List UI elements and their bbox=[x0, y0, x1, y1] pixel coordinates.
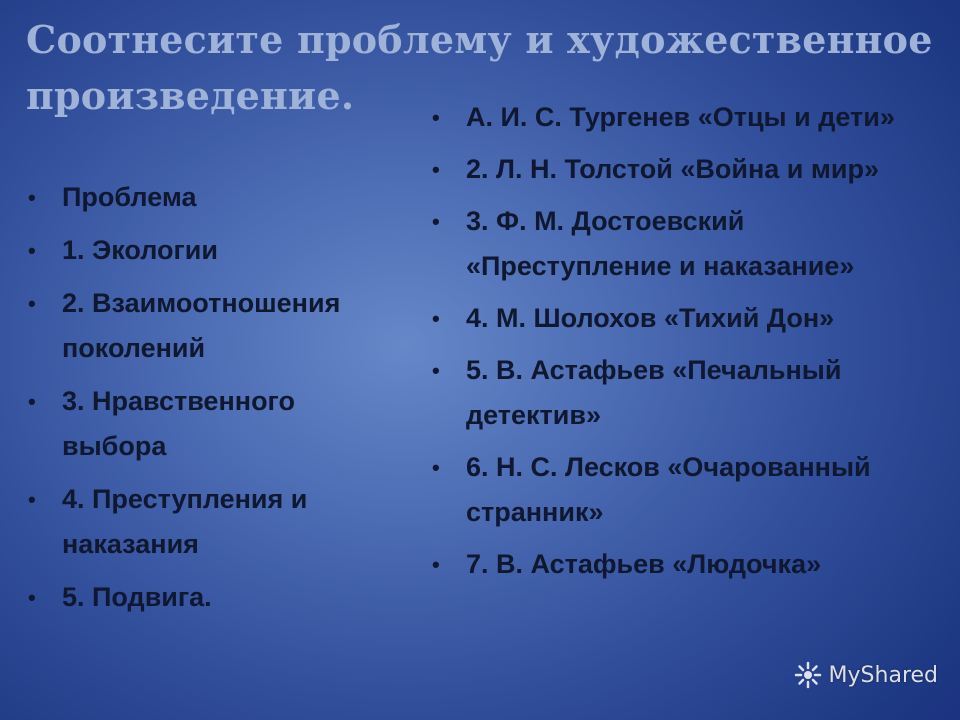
bullet-icon: • bbox=[432, 209, 440, 234]
problems-list bbox=[26, 175, 406, 628]
list-item-text: 2. Взаимоотношения поколений bbox=[62, 288, 341, 363]
bullet-icon: • bbox=[28, 238, 36, 263]
list-item-problem bbox=[26, 477, 406, 567]
list-item-text: 6. Н. С. Лесков «Очарованный странник» bbox=[466, 452, 871, 527]
list-item-text: 5. Подвига. bbox=[62, 582, 212, 612]
works-list bbox=[430, 95, 950, 594]
list-item-problem bbox=[26, 575, 406, 620]
list-item-problem bbox=[26, 281, 406, 371]
list-item-work bbox=[430, 296, 950, 341]
list-item-text: 3. Ф. М. Достоевский «Преступление и наказание» bbox=[466, 206, 855, 281]
bullet-icon: • bbox=[432, 157, 440, 182]
list-item-text: 2. Л. Н. Толстой «Война и мир» bbox=[466, 154, 879, 184]
bullet-icon: • bbox=[28, 291, 36, 316]
list-item-text: 5. В. Астафьев «Печальный детектив» bbox=[466, 355, 842, 430]
bullet-icon: • bbox=[432, 358, 440, 383]
list-item-problem bbox=[26, 379, 406, 469]
bullet-icon: • bbox=[28, 585, 36, 610]
list-item-work bbox=[430, 95, 950, 140]
bullet-icon: • bbox=[28, 389, 36, 414]
myshared-logo-icon bbox=[793, 660, 823, 690]
list-item-work bbox=[430, 348, 950, 438]
slide-title: Соотнесите проблему и художественное произведение. bbox=[26, 17, 933, 118]
list-item-problem-header bbox=[26, 175, 406, 220]
list-item-text: Проблема bbox=[62, 182, 197, 212]
watermark bbox=[793, 660, 938, 690]
bullet-icon: • bbox=[432, 552, 440, 577]
watermark-text: MyShared bbox=[828, 662, 938, 688]
bullet-icon: • bbox=[432, 306, 440, 331]
list-item-text: 4. Преступления и наказания bbox=[62, 484, 308, 559]
list-item-text: А. И. С. Тургенев «Отцы и дети» bbox=[466, 102, 895, 132]
list-item-work bbox=[430, 445, 950, 535]
list-item-text: 3. Нравственного выбора bbox=[62, 386, 295, 461]
list-item-problem bbox=[26, 228, 406, 273]
list-item-work bbox=[430, 147, 950, 192]
bullet-icon: • bbox=[28, 185, 36, 210]
list-item-work bbox=[430, 542, 950, 587]
list-item-work bbox=[430, 199, 950, 289]
list-item-text: 4. М. Шолохов «Тихий Дон» bbox=[466, 303, 835, 333]
bullet-icon: • bbox=[28, 487, 36, 512]
list-item-text: 7. В. Астафьев «Людочка» bbox=[466, 549, 822, 579]
list-item-text: 1. Экологии bbox=[62, 235, 218, 265]
bullet-icon: • bbox=[432, 105, 440, 130]
bullet-icon: • bbox=[432, 455, 440, 480]
